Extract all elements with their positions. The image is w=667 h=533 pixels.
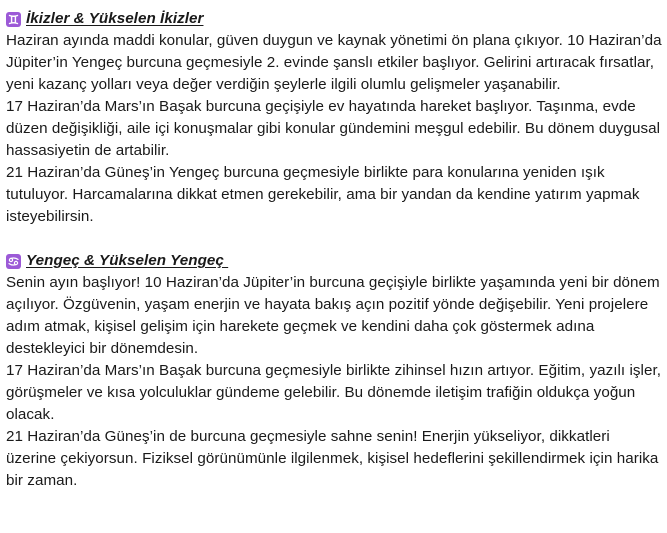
paragraph: Senin ayın başlıyor! 10 Haziran’da Jüpiter’in burcuna geçişiyle birlikte yaşamında yeni bir dönem açılıyor. Özgüvenin, yaşam enerjin ve hayata bakış açın pozitif yönde değişebilir. Yeni projelere adım atmak, kişisel gelişim için harekete geçmek ve kendini daha çok göstermek adına destekleyici bir dönemdesin. [6,274,660,357]
paragraph: Haziran ayında maddi konular, güven duygun ve kaynak yönetimi ön plana çıkıyor. 10 Haziran’da Jüpiter’in Yengeç burcuna geçmesiyle 2. evinde şanslı etkiler başlıyor. Gelirini artıracak fırsatlar, yeni kazanç yolları veya değer verdiğin şeylerle ilgili olumlu gelişmeler yaşanabilir. [6,32,662,93]
section-heading [6,250,664,272]
gemini-icon [6,12,21,27]
section-gemini [6,8,664,228]
paragraph: 17 Haziran’da Mars’ın Başak burcuna geçmesiyle birlikte zihinsel hızın artıyor. Eğitim, yazılı işler, görüşmeler ve kısa yolculuklar gündeme gelebilir. Bu dönemde iletişim trafiğin oldukça yoğun olacak. [6,362,662,423]
document-body [6,8,664,492]
paragraph: 21 Haziran’da Güneş’in de burcuna geçmesiyle sahne senin! Enerjin yükseliyor, dikkatleri üzerine çekiyorsun. Fiziksel görünümünle ilgilenmek, kişisel hedeflerini şekillendirmek için harika bir zaman. [6,428,659,489]
section-title: İkizler & Yükselen İkizler [26,10,204,27]
section-title: Yengeç & Yükselen Yengeç [26,252,229,269]
paragraph: 21 Haziran’da Güneş’in Yengeç burcuna geçmesiyle birlikte para konularına yeniden ışık tutuluyor. Harcamalarına dikkat etmen gerekebilir, ama bir yandan da kendine yatırım yapmak isteyebilirsin. [6,164,640,225]
cancer-icon [6,254,21,269]
section-heading [6,8,664,30]
paragraph: 17 Haziran’da Mars’ın Başak burcuna geçişiyle ev hayatında hareket başlıyor. Taşınma, evde düzen değişikliği, aile içi konuşmalar gibi konular gündemini meşgul edebilir. Bu dönem duygusal hassasiyetin de artabilir. [6,98,661,159]
section-cancer [6,250,664,492]
